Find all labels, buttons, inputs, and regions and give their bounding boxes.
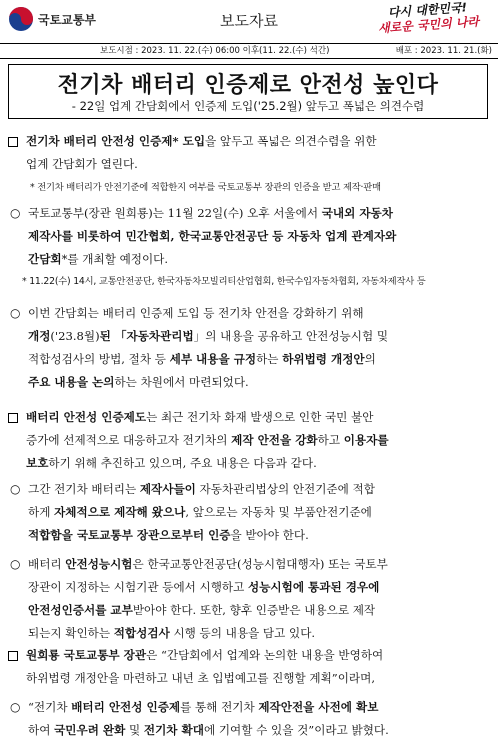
document-type: 보도자료 (220, 12, 278, 30)
body-paragraph: 그간 전기차 배터리는 제작사들이 자동차관리법상의 안전기준에 적합 하게 자체적으로 제작해 왔으나, 앞으로는 자동차 및 부품안전기준에 적합함을 국토교통부 장관으로부터 인증을 받아야 한다. (28, 482, 375, 542)
circle-bullet-icon: ○ (10, 206, 21, 220)
circle-bullet-icon: ○ (10, 557, 21, 571)
government-slogan (367, 0, 489, 37)
body-paragraph: 이번 간담회는 배터리 인증제 도입 등 전기차 안전을 강화하기 위해 개정('23.8월)된 「자동차관리법」의 내용을 공유하고 안전성능시험 및 적합성검사의 방법, 절차 등 세부 내용을 규정하는 하위법령 개정안의 주요 내용을 논의하는 차원에서 마련되었다. (28, 306, 389, 389)
slogan-line2: 새로운 국민의 나라 (377, 14, 480, 36)
circle-bullet-icon: ○ (10, 482, 21, 496)
circle-bullet-icon: ○ (10, 306, 21, 320)
body-paragraph: 배터리 안전성능시험은 한국교통안전공단(성능시험대행자) 또는 국토부 장관이 지정하는 시험기관 등에서 시행하고 성능시험에 통과된 경우에 안전성인증서를 교부받아야 한다. 또한, 향후 인증받은 내용으로 제작 되는지 확인하는 적합성검사 시행 등의 내용을 담고 있다. (28, 557, 388, 640)
body-paragraph: “전기차 배터리 안전성 인증제를 통해 전기차 제작안전을 사전에 확보 하여 국민우려 완화 및 전기차 확대에 기여할 수 있을 것”이라고 밝혔다. (28, 700, 389, 737)
header (0, 0, 498, 42)
section-bullet-icon (8, 413, 18, 423)
section-paragraph: 배터리 안전성 인증제도는 최근 전기차 화재 발생으로 인한 국민 불안 증가에 선제적으로 대응하고자 전기차의 제작 안전을 강화하고 이용자를 보호하기 위해 추진하고 있으며, 주요 내용은 다음과 같다. (26, 410, 389, 470)
page-subtitle: - 22일 업계 간담회에서 인증제 도입('25.2월) 앞두고 폭넓은 의견수렴 (71, 99, 425, 113)
section-paragraph: 전기차 배터리 안전성 인증제* 도입을 앞두고 폭넓은 의견수렴을 위한 업계 간담회가 열린다. (26, 134, 377, 171)
circle-bullet-icon: ○ (10, 700, 21, 714)
ministry-name: 국토교통부 (38, 12, 96, 27)
page-title: 전기차 배터리 인증제로 안전성 높인다 (57, 73, 439, 98)
title-box (8, 64, 488, 119)
slogan-line1: 다시 대한민국! (387, 0, 468, 20)
distribution-date: 배포 : 2023. 11. 21.(화) (395, 46, 492, 56)
release-info-bar (0, 43, 498, 59)
section-paragraph: 원희룡 국토교통부 장관은 “간담회에서 업계와 논의한 내용을 반영하여 하위법령 개정안을 마련하고 내년 초 입법예고를 진행할 계획”이라며, (26, 648, 384, 685)
embargo-time: 보도시점 : 2023. 11. 22.(수) 06:00 이후(11. 22.(수) 석간) (100, 46, 330, 56)
footnote: * 11.22(수) 14시, 교통안전공단, 한국자동차모빌리티산업협회, 한국수입자동차협회, 자동차제작사 등 (22, 276, 426, 287)
section-bullet-icon (8, 651, 18, 661)
section-bullet-icon (8, 137, 18, 147)
footnote: * 전기차 배터리가 안전기준에 적합한지 여부를 국토교통부 장관의 인증을 받고 제작·판매 (30, 182, 381, 193)
body-paragraph: 국토교통부(장관 원희룡)는 11월 22일(수) 오후 서울에서 국내외 자동차 제작사를 비롯하여 민간협회, 한국교통안전공단 등 자동차 업계 관계자와 간담회*를 개최할 예정이다. (28, 206, 397, 266)
